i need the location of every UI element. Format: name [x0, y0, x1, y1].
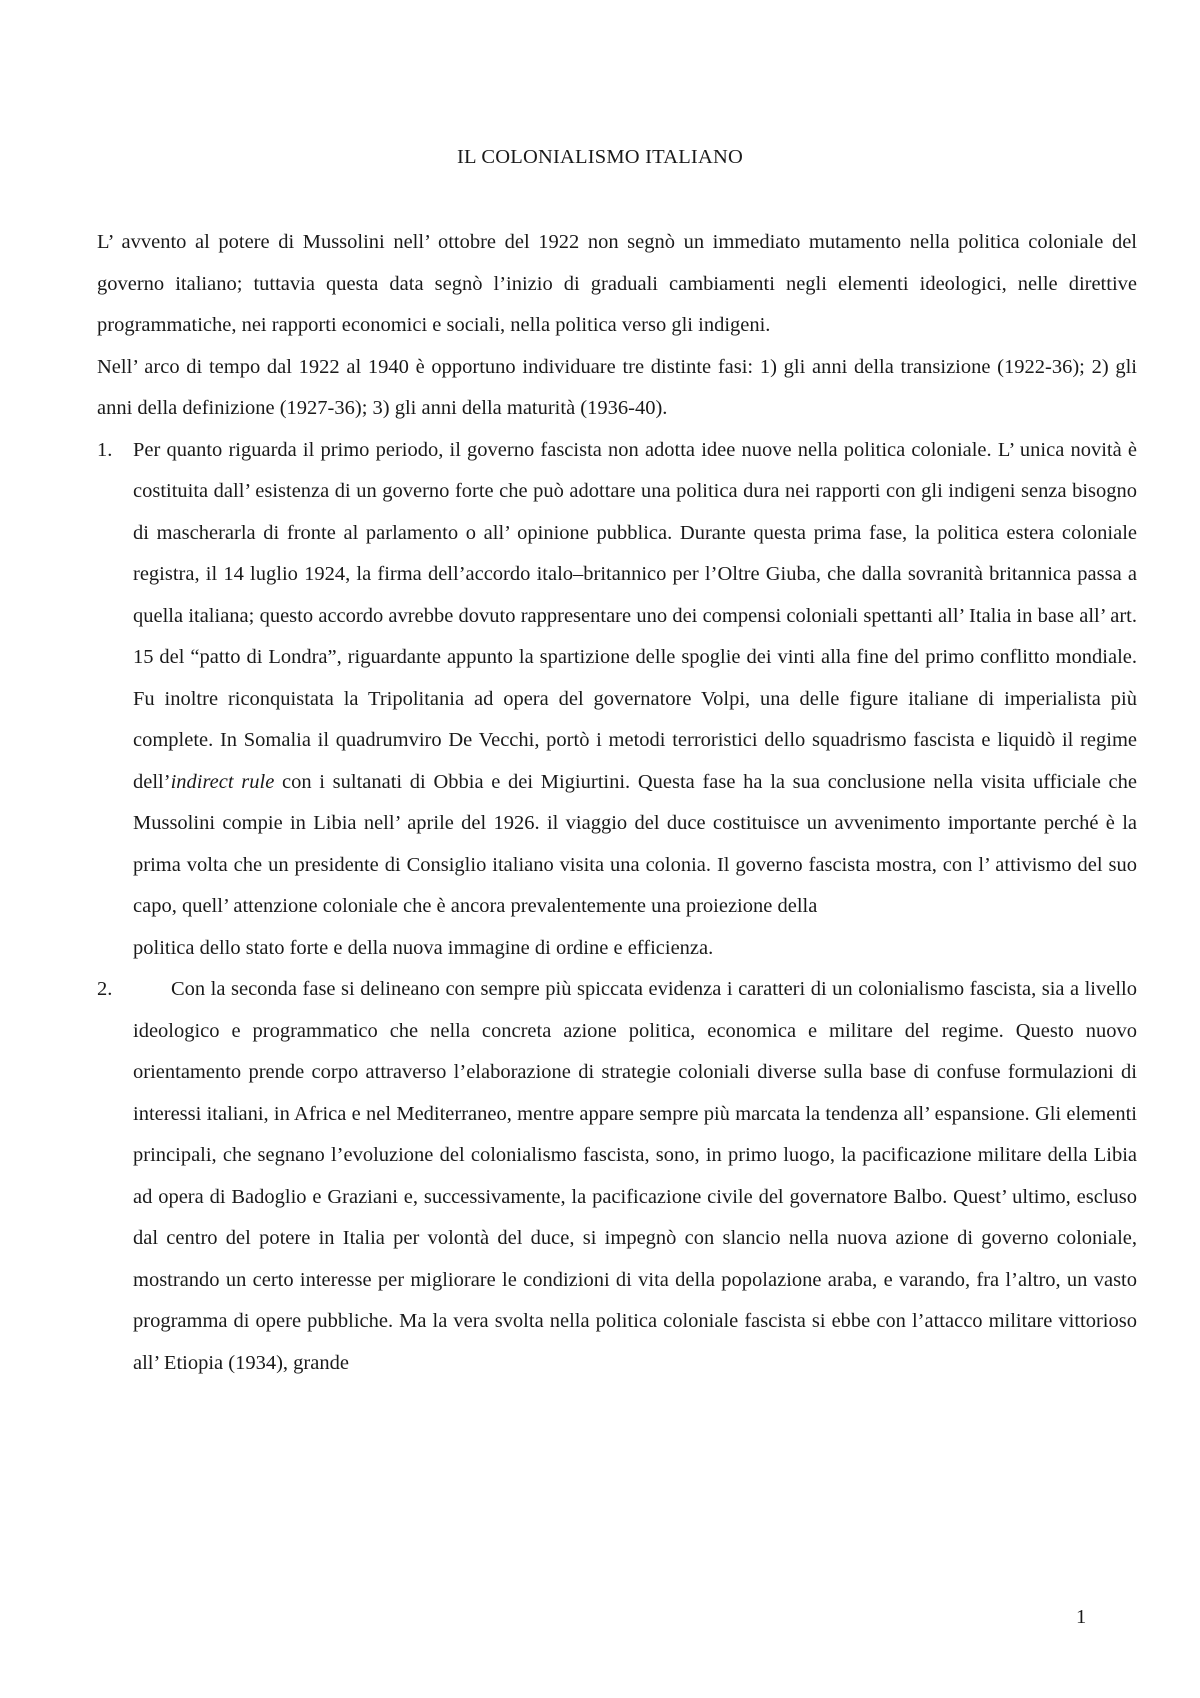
numbered-list — [97, 430, 1137, 1385]
list-item-number: 2. — [97, 978, 113, 1000]
page-number: 1 — [1076, 1606, 1087, 1628]
list-item-number: 1. — [97, 438, 113, 461]
intro-paragraph-2: Nell’ arco di tempo dal 1922 al 1940 è opportuno individuare tre distinte fasi: 1) gli anni della transizione (1922-36); 2) gli anni della definizione (1927-36); 3) gli anni della maturità (1936-40). — [97, 355, 1137, 419]
italic-term: indirect rule — [170, 770, 275, 793]
intro-paragraph-1: L’ avvento al potere di Mussolini nell’ ottobre del 1922 non segnò un immediato mutamento nella politica coloniale del governo italiano; tuttavia questa data segnò l’inizio di graduali cambiamenti negli elementi ideologici, nelle direttive programmatiche, nei rapporti economici e sociali, nella politica verso gli indigeni. — [97, 231, 1137, 336]
document-title: IL COLONIALISMO ITALIANO — [457, 146, 743, 168]
list-item-1-text-b: con i sultanati di Obbia e dei Migiurtini. Questa fase ha la sua conclusione nella visita ufficiale che Mussolini compie in Libia nell’ aprile del 1926. il viaggio del duce costituisce un avvenimento importante perché è la prima volta che un presidente di Consiglio italiano visita una colonia. Il governo fascista mostra, con l’ attivismo del suo capo, quell’ attenzione coloniale che è ancora prevalentemente una proiezione della — [133, 770, 1137, 917]
list-item-1-text-a: Per quanto riguarda il primo periodo, il governo fascista non adotta idee nuove nella politica coloniale. L’ unica novità è costituita dall’ esistenza di un governo forte che può adottare una politica dura nei rapporti con gli indigeni senza bisogno di mascherarla di fronte al parlamento o all’ opinione pubblica. Durante questa prima fase, la politica estera coloniale registra, il 14 luglio 1924, la firma dell’accordo italo–britannico per l’Oltre Giuba, che dalla sovranità britannica passa a quella italiana; questo accordo avrebbe dovuto rappresentare uno dei compensi coloniali spettanti all’ Italia in base all’ art. 15 del “patto di Londra”, riguardante appunto la spartizione delle spoglie dei vinti alla fine del primo conflitto mondiale. Fu inoltre riconquistata la Tripolitania ad opera del governatore Volpi, una delle figure italiane di imperialista più complete. In Somalia il quadrumviro De Vecchi, portò i metodi terroristici dello squadrismo fascista e liquidò il regime dell’ — [133, 438, 1137, 793]
list-item-2-text: Con la seconda fase si delineano con sempre più spiccata evidenza i caratteri di un colonialismo fascista, sia a livello ideologico e programmatico che nella concreta azione politica, economica e militare del regime. Questo nuovo orientamento prende corpo attraverso l’elaborazione di strategie coloniali diverse sulla base di confuse formulazioni di interessi italiani, in Africa e nel Mediterraneo, mentre appare sempre più marcata la tendenza all’ espansione. Gli elementi principali, che segnano l’evoluzione del colonialismo fascista, sono, in primo luogo, la pacificazione militare della Libia ad opera di Badoglio e Graziani e, successivamente, la pacificazione civile del governatore Balbo. Quest’ ultimo, escluso dal centro del potere in Italia per volontà del duce, si impegnò con slancio nella nuova azione di governo coloniale, mostrando un certo interesse per migliorare le condizioni di vita della popolazione araba, e varando, fra l’altro, un vasto programma di opere pubbliche. Ma la vera svolta nella politica coloniale fascista si ebbe con l’attacco militare vittorioso all’ Etiopia (1934), grande — [133, 978, 1137, 1374]
list-item-1 — [97, 430, 1137, 970]
list-item-1-text — [133, 430, 1137, 928]
list-item-2 — [97, 969, 1137, 1384]
document-body — [97, 222, 1137, 1384]
list-item-1-text-c: politica dello stato forte e della nuova immagine di ordine e efficienza. — [133, 936, 714, 959]
